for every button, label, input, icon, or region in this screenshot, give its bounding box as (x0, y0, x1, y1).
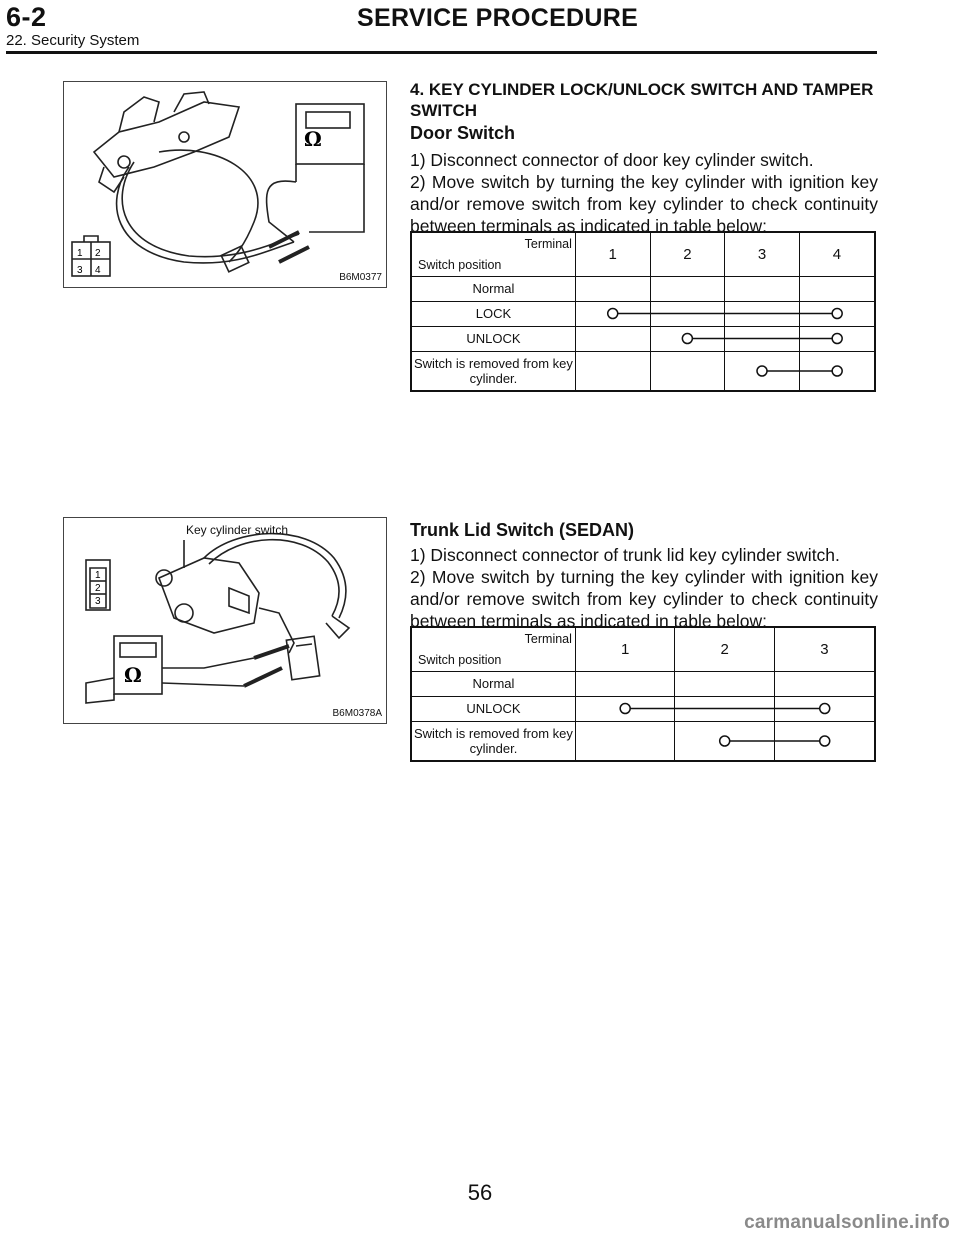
trunk-switch-step-2: 2) Move switch by turning the key cylinder with ignition key and/or remove switch from key cylinder to check continuity between terminals as indicated in table below: (410, 567, 878, 631)
pin-label: 4 (95, 265, 101, 276)
pin-label: 3 (95, 596, 101, 607)
figure-door-switch (63, 81, 387, 288)
terminal-number: 1 (575, 232, 650, 276)
row-label: LOCK (411, 301, 575, 326)
terminal-number: 4 (799, 232, 875, 276)
header-position: Switch position (418, 257, 502, 272)
row-label: Switch is removed from key cylinder. (411, 351, 575, 391)
row-label: UNLOCK (411, 326, 575, 351)
row-label: Normal (411, 276, 575, 301)
pin-label: 2 (95, 248, 101, 259)
ohm-symbol: Ω (124, 663, 142, 687)
terminal-number: 1 (575, 627, 675, 671)
table-row (411, 326, 875, 351)
table-header-cell (411, 627, 575, 671)
figure-trunk-switch (63, 517, 387, 724)
header-position: Switch position (418, 652, 502, 667)
pin-label: 3 (77, 265, 83, 276)
watermark: carmanualsonline.info (744, 1212, 950, 1233)
trunk-switch-heading: Trunk Lid Switch (SEDAN) (410, 520, 635, 540)
terminal-number: 3 (725, 232, 800, 276)
section-subtitle: 22. Security System (6, 32, 140, 49)
row-label: Normal (411, 671, 575, 696)
table-row (411, 721, 875, 761)
door-switch-table (410, 231, 876, 392)
pin-label: 2 (95, 583, 101, 594)
trunk-switch-illustration (64, 518, 386, 723)
page-title: SERVICE PROCEDURE (357, 4, 639, 32)
trunk-switch-step-1: 1) Disconnect connector of trunk lid key cylinder switch. (410, 545, 840, 565)
figure-code: B6M0378A (332, 708, 382, 719)
table-row (411, 696, 875, 721)
figure-label: Key cylinder switch (186, 523, 289, 537)
door-switch-step-1: 1) Disconnect connector of door key cylinder switch. (410, 150, 814, 170)
row-label: Switch is removed from key cylinder. (411, 721, 575, 761)
table-row (411, 351, 875, 391)
table-row (411, 671, 875, 696)
page-number: 56 (467, 1180, 493, 1205)
door-switch-illustration (64, 82, 386, 287)
table-header-cell (411, 232, 575, 276)
terminal-number: 2 (650, 232, 725, 276)
table-row (411, 301, 875, 326)
header-rule (6, 51, 877, 54)
ohm-symbol: Ω (304, 127, 322, 151)
pin-label: 1 (77, 248, 83, 259)
section-heading: 4. KEY CYLINDER LOCK/UNLOCK SWITCH AND TAMPER SWITCH (410, 80, 874, 120)
terminal-number: 3 (774, 627, 875, 671)
trunk-switch-table (410, 626, 876, 762)
terminal-number: 2 (675, 627, 775, 671)
header-terminal: Terminal (524, 632, 572, 646)
header-terminal: Terminal (524, 237, 572, 251)
section-code: 6-2 (6, 2, 47, 32)
door-switch-step-2: 2) Move switch by turning the key cylinder with ignition key and/or remove switch from key cylinder to check continuity between terminals as indicated in table below: (410, 172, 878, 236)
pin-label: 1 (95, 570, 101, 581)
row-label: UNLOCK (411, 696, 575, 721)
door-switch-heading: Door Switch (410, 123, 516, 143)
table-row (411, 276, 875, 301)
figure-code: B6M0377 (339, 272, 382, 283)
